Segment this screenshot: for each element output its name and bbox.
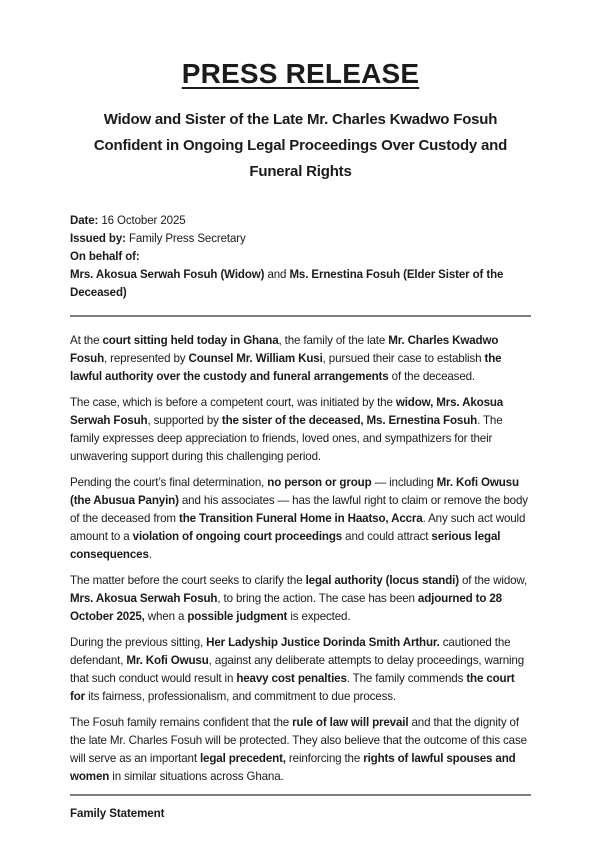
page-subtitle: Widow and Sister of the Late Mr. Charles Kwadwo Fosuh Confident in Ongoing Legal Proceedings Over Custody and Funeral Rights <box>93 111 508 180</box>
top-divider <box>70 315 531 317</box>
meta-line-date: Date: 16 October 2025 <box>70 215 186 227</box>
body-paragraph-1: At the court sitting held today in Ghana, the family of the late Mr. Charles Kwadwo Fosuh, represented by Counsel Mr. William Kusi, pursued their case to establish the lawful authority over the custody and funeral arrangements of the deceased. <box>70 334 502 383</box>
body-paragraph-6: The Fosuh family remains confident that the rule of law will prevail and that the dignity of the late Mr. Charles Fosuh will be protected. They also believe that the outcome of this case will serve as an important legal precedent, reinforcing the rights of lawful spouses and women in similar situations across Ghana. <box>70 716 527 783</box>
meta-block <box>70 212 531 302</box>
body-text <box>70 332 531 786</box>
meta-line-principals: Mrs. Akosua Serwah Fosuh (Widow) and Ms. Ernestina Fosuh (Elder Sister of the Deceased) <box>70 269 504 299</box>
body-paragraph-4: The matter before the court seeks to clarify the legal authority (locus standi) of the widow, Mrs. Akosua Serwah Fosuh, to bring the action. The case has been adjourned to 28 October 2025, when a possible judgment is expected. <box>70 574 528 623</box>
meta-line-on-behalf-of: On behalf of: <box>70 251 140 263</box>
body-paragraph-5: During the previous sitting, Her Ladyship Justice Dorinda Smith Arthur. cautioned the defendant, Mr. Kofi Owusu, against any deliberate attempts to delay proceedings, warning that such conduct would result in heavy cost penalties. The family commends the court for its fairness, professionalism, and commitment to due process. <box>70 636 525 703</box>
page-title: PRESS RELEASE <box>181 58 420 89</box>
body-paragraph-3: Pending the court’s final determination, no person or group — including Mr. Kofi Owusu (the Abusua Panyin) and his associates — has the lawful right to claim or remove the body of the deceased from the Transition Funeral Home in Haatso, Accra. Any such act would amount to a violation of ongoing court proceedings and could attract serious legal consequences. <box>70 476 528 561</box>
meta-line-issued-by: Issued by: Family Press Secretary <box>70 233 246 245</box>
bottom-divider <box>70 794 531 796</box>
body-paragraph-2: The case, which is before a competent court, was initiated by the widow, Mrs. Akosua Serwah Fosuh, supported by the sister of the deceased, Ms. Ernestina Fosuh. The family expresses deep appreciation to friends, loved ones, and sympathizers for their unwavering support during this challenging period. <box>70 396 504 463</box>
footer-signature-label: Family Statement <box>70 807 165 820</box>
